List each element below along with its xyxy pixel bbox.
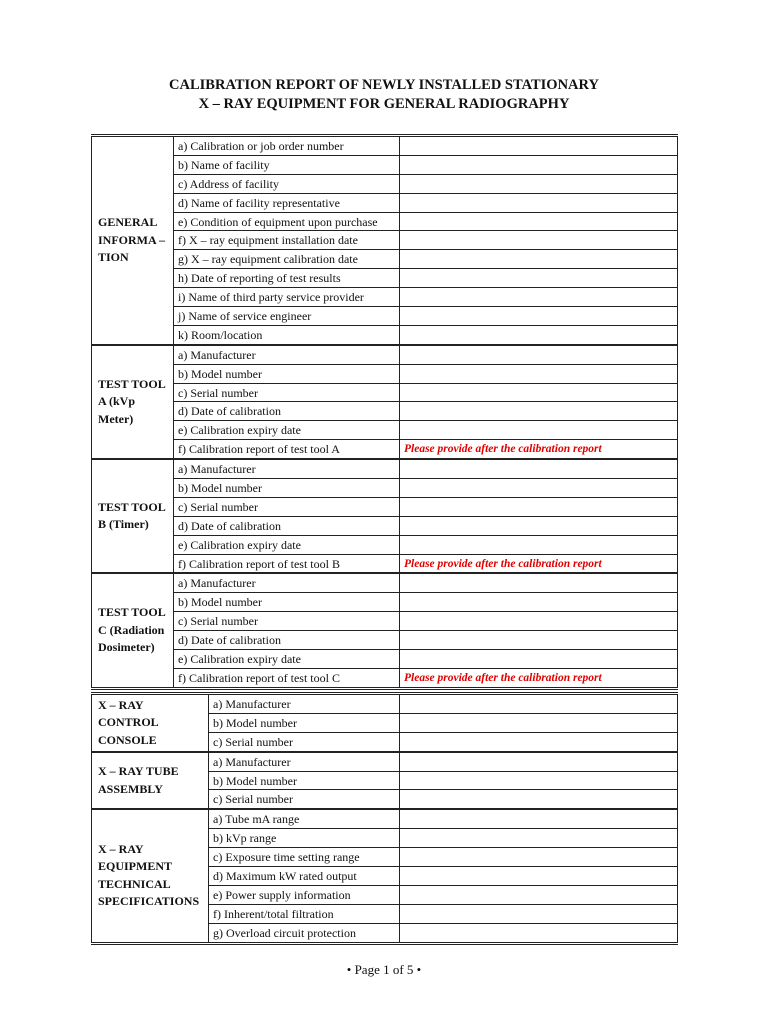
form-row xyxy=(92,440,678,459)
field-value[interactable] xyxy=(400,231,678,250)
field-value[interactable] xyxy=(400,535,678,554)
field-value[interactable] xyxy=(400,732,678,751)
form-row xyxy=(92,307,678,326)
field-label: a) Manufacturer xyxy=(209,694,400,714)
form-row xyxy=(92,212,678,231)
field-label: c) Exposure time setting range xyxy=(209,848,400,867)
field-value[interactable] xyxy=(400,174,678,193)
section-heading: TEST TOOL A (kVp Meter) xyxy=(92,345,174,459)
form-row xyxy=(92,535,678,554)
form-row xyxy=(92,325,678,344)
form-row xyxy=(92,752,678,771)
form-row xyxy=(92,650,678,669)
field-label: c) Serial number xyxy=(174,497,400,516)
field-value[interactable] xyxy=(400,573,678,592)
field-label: a) Manufacturer xyxy=(209,752,400,771)
field-value[interactable] xyxy=(400,136,678,156)
form-row xyxy=(92,174,678,193)
form-row xyxy=(92,694,678,714)
field-label: e) Calibration expiry date xyxy=(174,421,400,440)
field-label: e) Power supply information xyxy=(209,885,400,904)
field-value[interactable] xyxy=(400,829,678,848)
field-label: d) Date of calibration xyxy=(174,402,400,421)
title-line-2: X – RAY EQUIPMENT FOR GENERAL RADIOGRAPHY xyxy=(198,96,570,112)
field-value[interactable] xyxy=(400,155,678,174)
field-value[interactable] xyxy=(400,516,678,535)
field-label: a) Calibration or job order number xyxy=(174,136,400,156)
field-value[interactable] xyxy=(400,269,678,288)
field-label: d) Name of facility representative xyxy=(174,193,400,212)
field-value[interactable] xyxy=(400,459,678,478)
field-value[interactable] xyxy=(400,307,678,326)
field-value[interactable] xyxy=(400,631,678,650)
field-label: a) Manufacturer xyxy=(174,345,400,364)
form-row xyxy=(92,288,678,307)
field-label: b) Name of facility xyxy=(174,155,400,174)
field-label: b) kVp range xyxy=(209,829,400,848)
field-label: d) Maximum kW rated output xyxy=(209,867,400,886)
field-value[interactable] xyxy=(400,497,678,516)
field-label: d) Date of calibration xyxy=(174,631,400,650)
field-label: e) Calibration expiry date xyxy=(174,650,400,669)
field-label: b) Model number xyxy=(209,771,400,790)
field-value[interactable] xyxy=(400,593,678,612)
form-row xyxy=(92,809,678,828)
field-value[interactable] xyxy=(400,809,678,828)
field-value[interactable] xyxy=(400,325,678,344)
field-value[interactable] xyxy=(400,212,678,231)
field-value[interactable] xyxy=(400,752,678,771)
field-value[interactable] xyxy=(400,612,678,631)
field-value[interactable] xyxy=(400,250,678,269)
form-row xyxy=(92,364,678,383)
field-value[interactable] xyxy=(400,193,678,212)
field-value[interactable] xyxy=(400,650,678,669)
form-row xyxy=(92,497,678,516)
section-heading: GENERAL INFORMA – TION xyxy=(92,136,174,345)
field-label: e) Condition of equipment upon purchase xyxy=(174,212,400,231)
field-value[interactable] xyxy=(400,904,678,923)
form-row xyxy=(92,231,678,250)
field-value[interactable] xyxy=(400,694,678,714)
field-label: b) Model number xyxy=(174,479,400,498)
form-row xyxy=(92,593,678,612)
field-value[interactable] xyxy=(400,713,678,732)
field-value[interactable] xyxy=(400,885,678,904)
form-row xyxy=(92,250,678,269)
field-label: c) Serial number xyxy=(174,383,400,402)
field-value[interactable] xyxy=(400,383,678,402)
field-label: c) Serial number xyxy=(209,732,400,751)
page-footer: • Page 1 of 5 • xyxy=(346,962,422,977)
section-heading: TEST TOOL C (Radiation Dosimeter) xyxy=(92,573,174,688)
form-row xyxy=(92,631,678,650)
field-value[interactable] xyxy=(400,402,678,421)
field-value[interactable] xyxy=(400,288,678,307)
field-label: d) Date of calibration xyxy=(174,516,400,535)
field-label: j) Name of service engineer xyxy=(174,307,400,326)
field-label: b) Model number xyxy=(174,593,400,612)
field-label: f) Calibration report of test tool C xyxy=(174,668,400,688)
field-value[interactable] xyxy=(400,421,678,440)
general-info-test-tools-table xyxy=(91,134,678,690)
field-label: f) Inherent/total filtration xyxy=(209,904,400,923)
field-value[interactable]: Please provide after the calibration report xyxy=(400,668,678,688)
field-label: b) Model number xyxy=(209,713,400,732)
form-row xyxy=(92,383,678,402)
form-row xyxy=(92,193,678,212)
field-value[interactable] xyxy=(400,790,678,809)
field-label: c) Address of facility xyxy=(174,174,400,193)
field-label: h) Date of reporting of test results xyxy=(174,269,400,288)
field-value[interactable]: Please provide after the calibration report xyxy=(400,554,678,573)
field-label: f) X – ray equipment installation date xyxy=(174,231,400,250)
form-row xyxy=(92,421,678,440)
form-row xyxy=(92,345,678,364)
form-row xyxy=(92,612,678,631)
field-label: g) Overload circuit protection xyxy=(209,923,400,943)
field-label: a) Manufacturer xyxy=(174,573,400,592)
section-heading: TEST TOOL B (Timer) xyxy=(92,459,174,573)
field-label: c) Serial number xyxy=(209,790,400,809)
field-label: c) Serial number xyxy=(174,612,400,631)
field-value[interactable] xyxy=(400,364,678,383)
field-label: i) Name of third party service provider xyxy=(174,288,400,307)
form-row xyxy=(92,668,678,688)
field-value[interactable] xyxy=(400,923,678,943)
field-label: b) Model number xyxy=(174,364,400,383)
form-row xyxy=(92,269,678,288)
field-value[interactable] xyxy=(400,867,678,886)
field-value[interactable] xyxy=(400,345,678,364)
field-value[interactable] xyxy=(400,771,678,790)
field-label: f) Calibration report of test tool A xyxy=(174,440,400,459)
form-row xyxy=(92,554,678,573)
report-title xyxy=(0,76,768,114)
form-row xyxy=(92,573,678,592)
section-heading: X – RAY EQUIPMENT TECHNICAL SPECIFICATIONS xyxy=(92,809,209,943)
form-row xyxy=(92,459,678,478)
field-label: k) Room/location xyxy=(174,325,400,344)
section-heading: X – RAY CONTROL CONSOLE xyxy=(92,694,209,752)
field-value[interactable] xyxy=(400,479,678,498)
field-value[interactable]: Please provide after the calibration report xyxy=(400,440,678,459)
field-label: f) Calibration report of test tool B xyxy=(174,554,400,573)
field-label: a) Tube mA range xyxy=(209,809,400,828)
equipment-specifications-table xyxy=(91,692,678,945)
form-row xyxy=(92,136,678,156)
field-label: e) Calibration expiry date xyxy=(174,535,400,554)
field-value[interactable] xyxy=(400,848,678,867)
form-row xyxy=(92,155,678,174)
title-line-1: CALIBRATION REPORT OF NEWLY INSTALLED STATIONARY xyxy=(169,77,599,93)
section-heading: X – RAY TUBE ASSEMBLY xyxy=(92,752,209,810)
form-row xyxy=(92,479,678,498)
field-label: a) Manufacturer xyxy=(174,459,400,478)
form-row xyxy=(92,402,678,421)
field-label: g) X – ray equipment calibration date xyxy=(174,250,400,269)
form-row xyxy=(92,516,678,535)
